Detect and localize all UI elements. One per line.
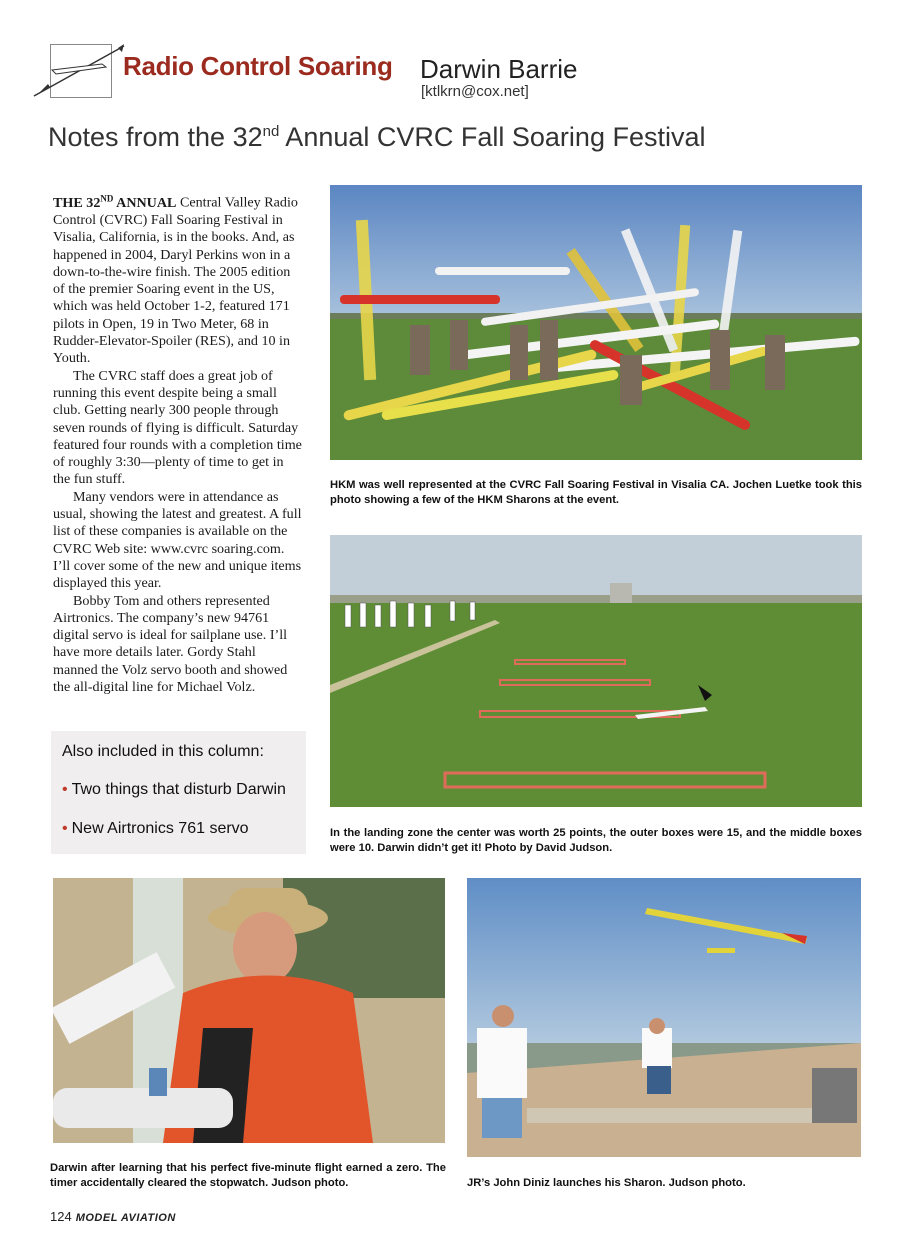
lead-in: THE 32ND ANNUAL: [53, 193, 177, 211]
page-number: 124: [50, 1209, 72, 1224]
page-footer: [50, 1209, 176, 1224]
photo-hkm-sharons: [330, 185, 862, 460]
article-body: [53, 190, 303, 696]
paragraph-4: Bobby Tom and others represented Airtronics. The company’s new 94761 digital servo is ideal for sailplane use. I’ll have more details later. Gordy Stahl manned the Volz servo booth and showed the all-digital line for Michael Volz.: [53, 592, 288, 695]
sidebar-item: • New Airtronics 761 servo: [62, 820, 249, 837]
paragraph-2: The CVRC staff does a great job of running this event despite being a small club. Getting nearly 300 people through seven rounds of flying is difficult. Saturday featured four rounds with a completion time of roughly 3:30—plenty of time to get in the fun stuff.: [53, 367, 302, 488]
glider-logo-icon: [32, 40, 128, 100]
photo-launch: [467, 878, 861, 1157]
photo-landing-zone: [330, 535, 862, 807]
paragraph-1: THE 32ND ANNUAL Central Valley Radio Control (CVRC) Fall Soaring Festival in Visalia, California, is in the books. And, as happened in 2004, Daryl Perkins won in a down-to-the-wire finish. The 2005 edition of the premier Soaring event in the US, which was held October 1-2, featured 171 pilots in Open, 19 in Two Meter, 68 in Rudder-Elevator-Spoiler (RES), and 10 in Youth.: [53, 193, 298, 367]
author-name: Darwin Barrie: [420, 54, 578, 84]
photo-caption: HKM was well represented at the CVRC Fall Soaring Festival in Visalia CA. Jochen Luetke took this photo showing a few of the HKM Sharons at the event.: [330, 479, 862, 506]
sidebar-item: • Two things that disturb Darwin: [62, 781, 286, 798]
article-headline: Notes from the 32nd Annual CVRC Fall Soaring Festival: [48, 122, 706, 152]
magazine-name: MODEL AVIATION: [75, 1212, 176, 1224]
sidebar-heading: Also included in this column:: [62, 743, 264, 760]
photo-darwin: [53, 878, 445, 1143]
column-title: Radio Control Soaring: [123, 51, 393, 81]
sidebar-box: [51, 731, 306, 854]
author-email[interactable]: [ktlkrn@cox.net]: [421, 83, 529, 100]
photo-caption: JR’s John Diniz launches his Sharon. Judson photo.: [467, 1177, 746, 1189]
paragraph-3: Many vendors were in attendance as usual, showing the latest and greatest. A full list of these companies is available on the CVRC Web site: www.cvrc soaring.com. I’ll cover some of the new and unique items displayed this year.: [53, 488, 302, 592]
photo-caption: In the landing zone the center was worth 25 points, the outer boxes were 15, and the middle boxes were 10. Darwin didn’t get it! Photo by David Judson.: [330, 827, 862, 854]
photo-caption: Darwin after learning that his perfect five-minute flight earned a zero. The timer accidentally cleared the stopwatch. Judson photo.: [50, 1162, 446, 1189]
